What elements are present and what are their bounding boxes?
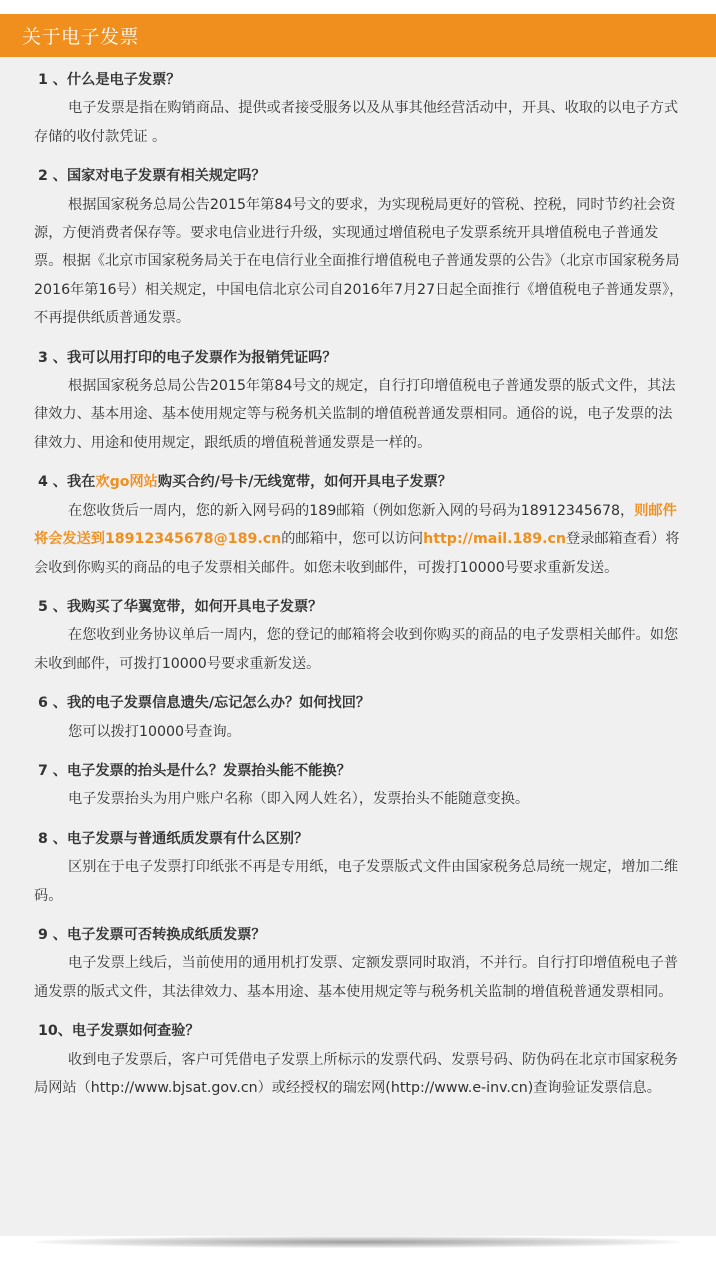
- faq-question-suffix: 购买合约/号卡/无线宽带，如何开具电子发票？: [157, 474, 452, 491]
- faq-item-4: [34, 468, 684, 582]
- faq-answer: [34, 497, 684, 582]
- faq-item-3: [34, 344, 684, 458]
- faq-question: 1 、什么是电子发票？: [38, 72, 181, 88]
- section-title: 关于电子发票: [22, 26, 140, 48]
- faq-question: 2 、国家对电子发票有相关规定吗？: [38, 168, 266, 185]
- section-header: [0, 14, 716, 57]
- faq-question: 8 、电子发票与普通纸质发票有什么区别？: [38, 830, 309, 847]
- faq-item-2: [34, 162, 684, 332]
- faq-answer: 根据国家税务总局公告2015年第84号文的规定，自行打印增值税电子普通发票的版式文件，其法律效力、基本用途、基本使用规定等与税务机关监制的增值税普通发票相同。通俗的说，电子发票的法律效力、用途和使用规定，跟纸质的增值税普通发票是一样的。: [34, 378, 676, 451]
- faq-answer-part: 登录邮箱查看）将会收到你购买的商品的电子发票相关邮件。如您未收到邮件，可拨打10000号要求重新发送。: [34, 531, 680, 576]
- faq-answer-part: 的邮箱中，您可以访问: [281, 531, 424, 548]
- faq-answer: 您可以拨打10000号查询。: [68, 723, 241, 740]
- faq-question: 9 、电子发票可否转换成纸质发票？: [38, 926, 266, 943]
- panel-shadow: [34, 1236, 682, 1248]
- faq-question: 7 、电子发票的抬头是什么？发票抬头能不能换？: [38, 762, 351, 779]
- faq-answer: 收到电子发票后，客户可凭借电子发票上所标示的发票代码、发票号码、防伪码在北京市国家税务局网站（http://www.bjsat.gov.cn）或经授权的瑞宏网(http://www.e-inv.cn)查询验证发票信息。: [34, 1051, 679, 1096]
- faq-question: 3 、我可以用打印的电子发票作为报销凭证吗？: [38, 349, 337, 366]
- faq-question: 5 、我购买了华翼宽带，如何开具电子发票？: [38, 598, 323, 615]
- faq-answer-part: 在您收货后一周内，您的新入网号码的189邮箱（例如您新入网的号码为18912345678，: [68, 502, 635, 519]
- faq-answer: 电子发票抬头为用户账户名称（即入网人姓名），发票抬头不能随意变换。: [68, 791, 530, 808]
- mail-189-link[interactable]: http://mail.189.cn: [423, 531, 566, 548]
- email-destination-highlight: 则邮件将会发送到18912345678@189.cn: [34, 502, 677, 548]
- faq-answer: 根据国家税务总局公告2015年第84号文的要求，为实现税局更好的管税、控税，同时节约社会资源，方便消费者保存等。要求电信业进行升级，实现通过增值税电子发票系统开具增值税电子普通发票。根据《北京市国家税务局关于在电信行业全面推行增值税电子普通发票的公告》（北京市国家税务局2016年第16号）相关规定，中国电信北京公司自2016年7月27日起全面推行《增值税电子普通发票》，不再提供纸质普通发票。: [34, 196, 684, 327]
- faq-question: 10、电子发票如何查验？: [38, 1023, 200, 1040]
- faq-item-9: [34, 921, 684, 1006]
- faq-answer: 电子发票是指在购销商品、提供或者接受服务以及从事其他经营活动中，开具、收取的以电子方式存储的收付款凭证 。: [34, 100, 679, 145]
- faq-question: [38, 468, 684, 496]
- huango-site-link[interactable]: 欢go网站: [95, 474, 158, 491]
- faq-item-8: [34, 825, 684, 910]
- faq-answer: 在您收到业务协议单后一周内，您的登记的邮箱将会收到你购买的商品的电子发票相关邮件。如您未收到邮件，可拨打10000号要求重新发送。: [34, 627, 679, 672]
- faq-item-6: [34, 689, 684, 746]
- faq-question: 6 、我的电子发票信息遗失/忘记怎么办？如何找回？: [38, 695, 371, 712]
- faq-question-prefix: 4 、我在: [38, 474, 96, 491]
- faq-answer: 区别在于电子发票打印纸张不再是专用纸，电子发票版式文件由国家税务总局统一规定，增加二维码。: [34, 859, 679, 904]
- faq-item-10: [34, 1017, 684, 1102]
- faq-list: [34, 66, 684, 1113]
- faq-item-1: [34, 66, 684, 151]
- faq-item-7: [34, 757, 684, 814]
- faq-item-5: [34, 593, 684, 678]
- faq-answer: 电子发票上线后，当前使用的通用机打发票、定额发票同时取消，不并行。自行打印增值税电子普通发票的版式文件，其法律效力、基本用途、基本使用规定等与税务机关监制的增值税普通发票相同。: [34, 955, 679, 1000]
